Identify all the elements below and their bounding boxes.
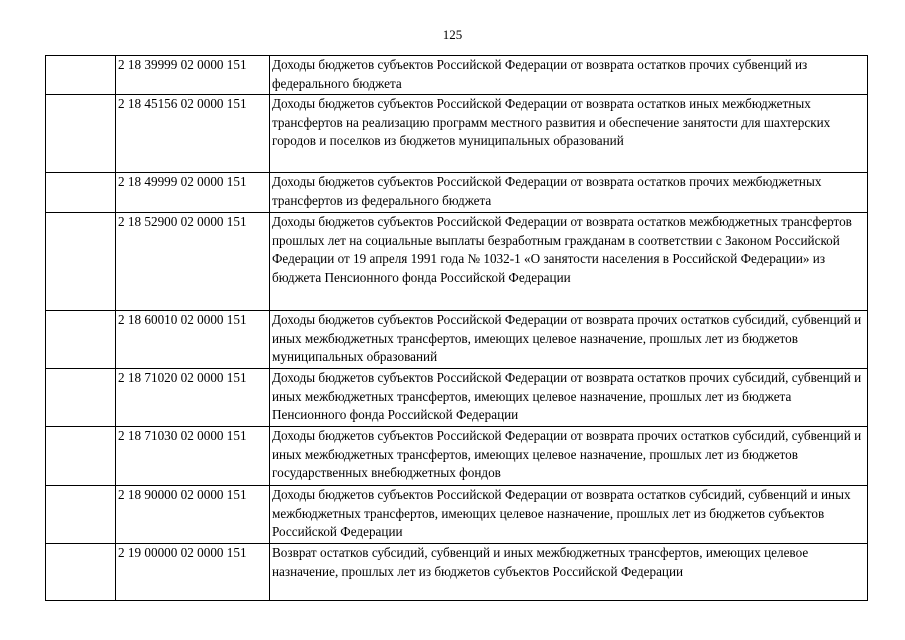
budget-code-cell: 2 18 39999 02 0000 151 <box>116 56 270 95</box>
budget-code-cell: 2 18 71030 02 0000 151 <box>116 427 270 486</box>
table-row <box>46 544 868 601</box>
table-row <box>46 173 868 213</box>
table-row <box>46 427 868 486</box>
budget-code-cell: 2 18 60010 02 0000 151 <box>116 311 270 369</box>
empty-cell <box>46 427 116 486</box>
empty-cell <box>46 95 116 173</box>
description-cell: Доходы бюджетов субъектов Российской Федерации от возврата остатков иных межбюджетных трансфертов на реализацию программ местного развития и обеспечение занятости для шахтерских городов и поселков из бюджетов муниципальных образований <box>270 95 868 173</box>
description-cell: Доходы бюджетов субъектов Российской Федерации от возврата остатков прочих субсидий, субвенций и иных межбюджетных трансфертов, имеющих целевое назначение, прошлых лет из бюджета Пенсионного фонда Российской Федерации <box>270 369 868 427</box>
table-row <box>46 369 868 427</box>
empty-cell <box>46 486 116 544</box>
description-cell: Доходы бюджетов субъектов Российской Федерации от возврата остатков прочих межбюджетных трансфертов из федерального бюджета <box>270 173 868 213</box>
budget-codes-table <box>45 55 868 601</box>
description-cell: Доходы бюджетов субъектов Российской Федерации от возврата прочих остатков субсидий, субвенций и иных межбюджетных трансфертов, имеющих целевое назначение, прошлых лет из бюджетов государственных внебюджетных фондов <box>270 427 868 486</box>
description-cell: Доходы бюджетов субъектов Российской Федерации от возврата прочих остатков субсидий, субвенций и иных межбюджетных трансфертов, имеющих целевое назначение, прошлых лет из бюджетов муниципальных образований <box>270 311 868 369</box>
table-row <box>46 56 868 95</box>
page-number: 125 <box>442 27 463 42</box>
empty-cell <box>46 311 116 369</box>
table-row <box>46 213 868 311</box>
budget-code-cell: 2 19 00000 02 0000 151 <box>116 544 270 601</box>
budget-code-cell: 2 18 49999 02 0000 151 <box>116 173 270 213</box>
empty-cell <box>46 56 116 95</box>
description-cell: Доходы бюджетов субъектов Российской Федерации от возврата остатков прочих субвенций из федерального бюджета <box>270 56 868 95</box>
budget-code-cell: 2 18 45156 02 0000 151 <box>116 95 270 173</box>
budget-code-cell: 2 18 71020 02 0000 151 <box>116 369 270 427</box>
empty-cell <box>46 213 116 311</box>
description-cell: Возврат остатков субсидий, субвенций и иных межбюджетных трансфертов, имеющих целевое назначение, прошлых лет из бюджетов субъектов Российской Федерации <box>270 544 868 601</box>
table-row <box>46 311 868 369</box>
table-row <box>46 486 868 544</box>
budget-code-cell: 2 18 52900 02 0000 151 <box>116 213 270 311</box>
empty-cell <box>46 369 116 427</box>
empty-cell <box>46 544 116 601</box>
table-row <box>46 95 868 173</box>
description-cell: Доходы бюджетов субъектов Российской Федерации от возврата остатков субсидий, субвенций и иных межбюджетных трансфертов, имеющих целевое назначение, прошлых лет из бюджетов субъектов Российской Федерации <box>270 486 868 544</box>
description-cell: Доходы бюджетов субъектов Российской Федерации от возврата остатков межбюджетных трансфертов прошлых лет на социальные выплаты безработным гражданам в соответствии с Законом Российской Федерации от 19 апреля 1991 года № 1032-1 «О занятости населения в Российской Федерации» из бюджета Пенсионного фонда Российской Федерации <box>270 213 868 311</box>
empty-cell <box>46 173 116 213</box>
budget-code-cell: 2 18 90000 02 0000 151 <box>116 486 270 544</box>
